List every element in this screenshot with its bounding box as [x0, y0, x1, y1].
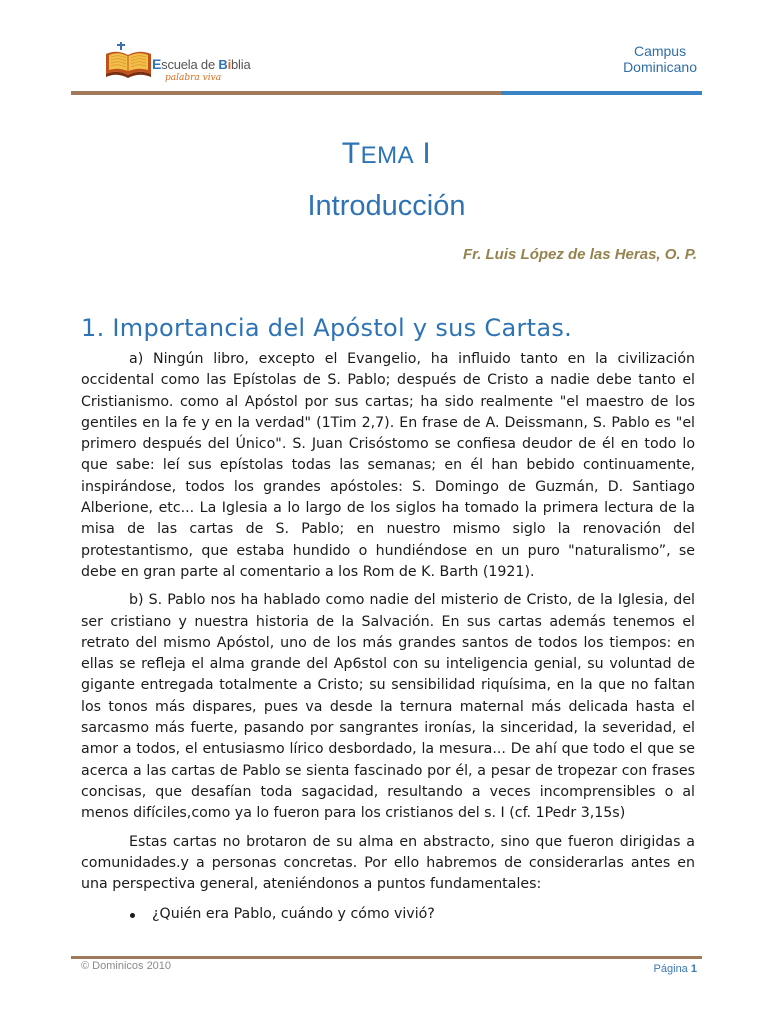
- campus-line-2: Dominicano: [623, 59, 697, 75]
- topic-title: TEMA I: [341, 137, 432, 170]
- paragraph-c: Estas cartas no brotaron de su alma en abstracto, sino que fueron dirigidas a comunidades.y a personas concretas. Por ello habremos de considerarlas antes en una perspectiva general, ateniéndonos a puntos fundamentales:: [81, 833, 695, 893]
- title-block: [71, 134, 702, 224]
- logo-tagline: palabra viva: [165, 73, 222, 83]
- bullet-item: [81, 904, 695, 925]
- body-text: [81, 349, 695, 926]
- topic-subtitle: Introducción: [307, 190, 466, 222]
- paragraph-a: a) Ningún libro, excepto el Evangelio, ha influido tanto en la civilización occidental como las Epístolas de S. Pablo; después de Cristo a nadie debe tanto el Cristianismo. como al Apóstol por sus cartas; ha sido realmente "el maestro de los gentiles en la fe y en la verdad" (1Tim 2,7). En frase de A. Deissmann, S. Pablo es "el primero después del Único". S. Juan Crisóstomo se confiesa deudor de él en todo lo que sabe: leí sus epístolas todas las semanas; en él han bebido continuamente, inspirándose, todos los grandes apóstoles: S. Domingo de Guzmán, D. Santiago Alberione, etc... La Iglesia a lo largo de los siglos ha tomado la primera lectura de la misa de las cartas de S. Pablo; en nuestro mismo siglo la renovación del protestantismo, que estaba hundido o hundiéndose en un puro "naturalismo”, se debe en gran parte al comentario a los Rom de K. Barth (1921).: [81, 351, 695, 580]
- escuela-de-biblia-logo: [103, 40, 273, 92]
- open-bible-icon: [103, 40, 155, 80]
- footer-rule: [71, 956, 702, 959]
- header-rule-blue: [501, 91, 702, 95]
- bullet-dot-icon: [130, 913, 135, 918]
- paragraph-b: b) S. Pablo nos ha hablado como nadie del misterio de Cristo, de la Iglesia, del ser cristiano y nuestra historia de la Salvación. En sus cartas además tenemos el retrato del mismo Apóstol, uno de los más grandes santos de todos los tiempos: en ellas se refleja el alma grande del Ap6stol con su inteligencia genial, su voluntad de gigante entregada totalmente a Cristo; su sensibilidad riquísima, en la que no faltan los tonos más dispares, pues va desde la ternura maternal más delicada hasta el sarcasmo más fuerte, pasando por sangrantes ironías, la sinceridad, la severidad, el amor a todos, el entusiasmo lírico desbordado, la mesura... De ahí que todo el que se acerca a las cartas de Pablo se sienta fascinado por él, a pesar de tropezar con frases concisas, que desafían toda sagacidad, resultando a veces incomprensibles o al menos difíciles,como ya lo fueron para los cristianos del s. I (cf. 1Pedr 3,15s): [81, 592, 695, 822]
- page-number: 1: [690, 963, 697, 975]
- campus-line-1: Campus: [633, 43, 687, 59]
- page-header: [0, 0, 768, 100]
- header-rule: [71, 91, 702, 95]
- copyright-text: © Dominicos 2010: [81, 960, 172, 972]
- page-indicator: Página 1: [653, 963, 697, 975]
- author-line: Fr. Luis López de las Heras, O. P.: [463, 246, 697, 263]
- logo-wordmark: Escuela de Biblia: [152, 56, 251, 72]
- header-rule-brown: [71, 91, 501, 95]
- campus-label: [623, 43, 697, 75]
- bullet-text: ¿Quién era Pablo, cuándo y cómo vivió?: [152, 906, 435, 923]
- section-heading: 1. Importancia del Apóstol y sus Cartas.: [81, 314, 573, 342]
